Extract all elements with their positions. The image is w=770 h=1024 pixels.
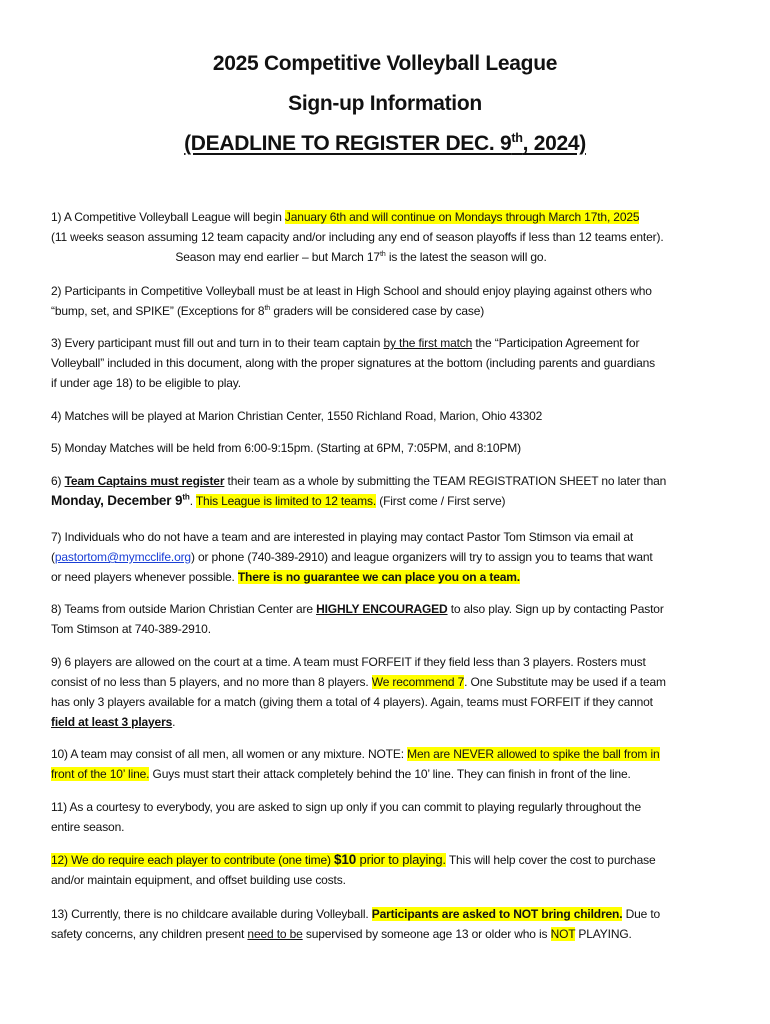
page-title: 2025 Competitive Volleyball League [212,52,558,75]
team-limit-highlight: This League is limited to 12 teams. [195,494,377,508]
season-dates-highlight: January 6th and will continue on Mondays through March 17th, 2025 [284,210,640,224]
item-9: 9) 6 players are allowed on the court at a time. A team must FORFEIT if they field less than 3 players. Rosters must consist of no less than 5 players, and no more than 8 players. We recommend 7. One Substitute may be used if a team has only 3 players available for a match (giving them a total of 4 players). Again, teams must FORFEIT if they cannot field at least 3 players. [51,655,666,729]
item-7: 7) Individuals who do not have a team and are interested in playing may contact Pastor Tom Stimson via email at (pastortom@mymcclife.org) or phone (740-389-2910) and league organizers will try to assign you to teams that want or need players whenever possible. There is no guarantee we can place you on a team. [51,530,653,584]
item-5: 5) Monday Matches will be held from 6:00-9:15pm. (Starting at 6PM, 7:05PM, and 8:10PM) [51,441,521,455]
item-13: 13) Currently, there is no childcare available during Volleyball. Participants are asked to NOT bring children. Due to safety concerns, any children present need to be supervised by someone age 13 or older who is NOT PLAYING. [51,907,661,941]
item-4: 4) Matches will be played at Marion Christian Center, 1550 Richland Road, Marion, Ohio 43302 [51,409,543,423]
registration-deadline: Monday, December 9th [51,492,190,508]
deadline-heading [0,132,770,156]
no-children-highlight: Participants are asked to NOT bring children. [371,907,623,921]
item-8: 8) Teams from outside Marion Christian Center are HIGHLY ENCOURAGED to also play. Sign up by contacting Pastor Tom Stimson at 740-389-2910. [51,602,664,636]
spike-rule-highlight: Men are NEVER allowed to spike the ball from in [407,747,660,761]
item-6: 6) Team Captains must register their team as a whole by submitting the TEAM REGISTRATION SHEET no later than Monday, December 9th. This League is limited to 12 teams. (First come / First serve) [51,474,667,508]
recommend-highlight: We recommend 7 [371,675,465,689]
deadline-text: (DEADLINE TO REGISTER DEC. 9th, 2024) [184,131,586,155]
item-12: 12) We do require each player to contribute (one time) $10 prior to playing. This will help cover the cost to purchase and/or maintain equipment, and offset building use costs. [51,852,656,887]
no-guarantee-highlight: There is no guarantee we can place you on a team. [237,570,520,584]
item-11: 11) As a courtesy to everybody, you are asked to sign up only if you can commit to playing regularly throughout the entire season. [51,800,641,834]
fee-highlight: 12) We do require each player to contribute (one time) $10 prior to playing. [51,852,446,867]
item-2: 2) Participants in Competitive Volleyball must be at least in High School and should enjoy playing against others who “bump, set, and SPIKE” (Exceptions for 8th graders will be considered case by case) [51,284,652,318]
page-subtitle: Sign-up Information [288,92,482,115]
email-link[interactable]: pastortom@mymcclife.org [54,550,191,564]
item-10: 10) A team may consist of all men, all women or any mixture. NOTE: Men are NEVER allowed to spike the ball from in front of the 10’ line. Guys must start their attack completely behind the 10’ line. They can finish in front of the line. [51,747,660,781]
item-1: 1) A Competitive Volleyball League will begin January 6th and will continue on Mondays through March 17th, 2025 (11 weeks season assuming 12 team capacity and/or including any end of season playoffs if less than 12 teams enter). Season may end earlier – but March 17th is the latest the season will go. [51,210,664,264]
item-3: 3) Every participant must fill out and turn in to their team captain by the first match the “Participation Agreement for Volleyball” included in this document, along with the proper signatures at the bottom (including parents and guardians if under age 18) to be eligible to play. [51,336,656,390]
